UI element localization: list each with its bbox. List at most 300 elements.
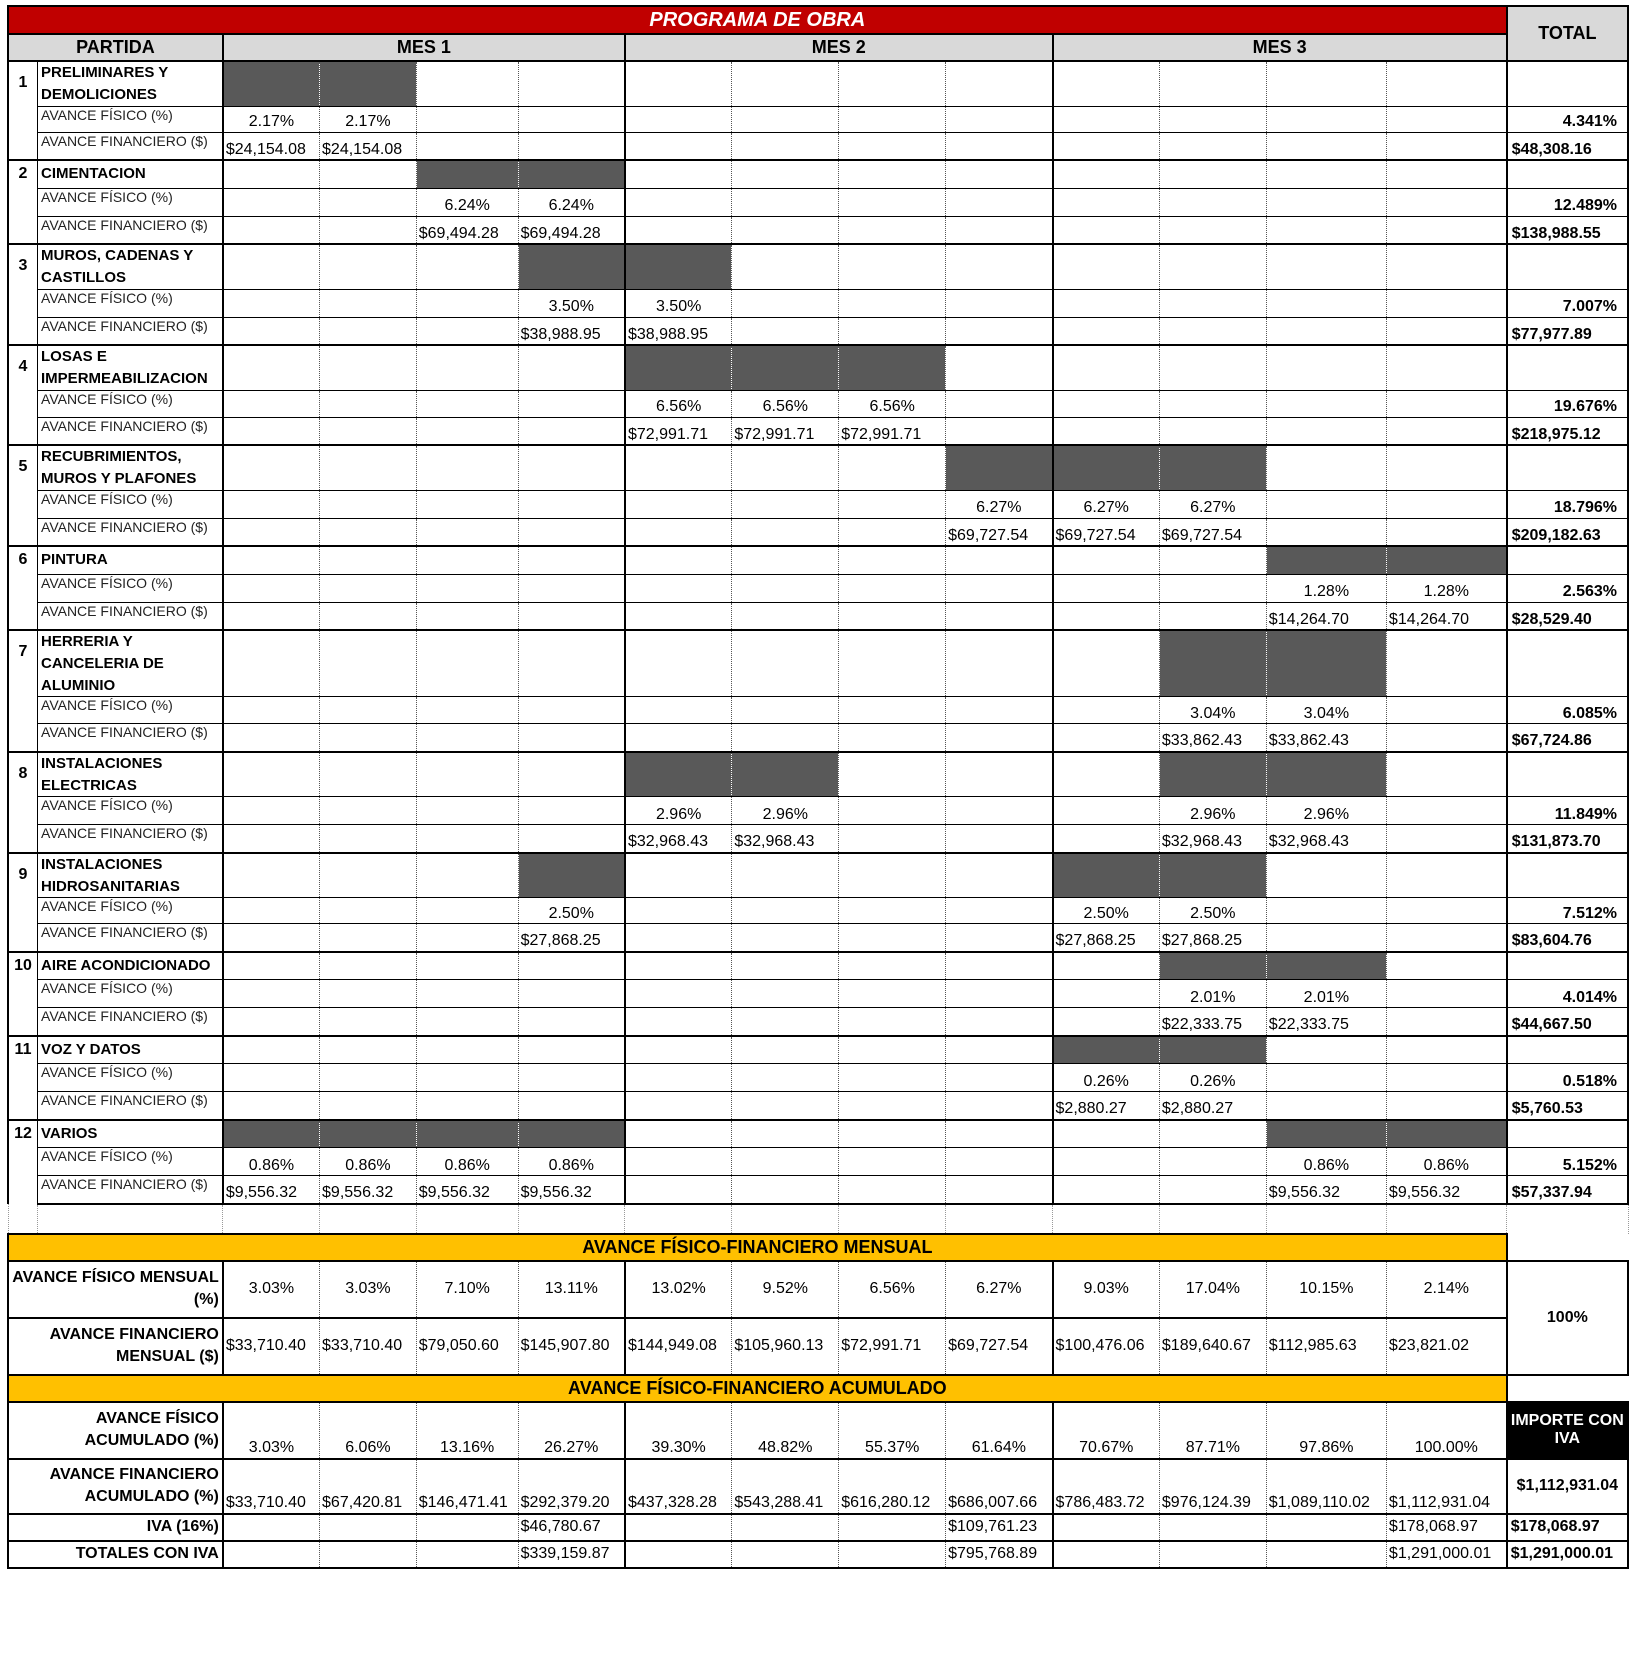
avance-fisico-value <box>223 188 320 216</box>
schedule-empty-cell <box>625 630 732 697</box>
mensual-financiero-value: $105,960.13 <box>732 1318 839 1375</box>
schedule-empty-cell <box>320 160 417 188</box>
avance-fisico-value <box>625 980 732 1008</box>
schedule-empty-cell <box>518 345 625 390</box>
programa-de-obra-sheet <box>7 5 1629 1653</box>
avance-fisico-value <box>946 697 1053 724</box>
avance-financiero-value: $38,988.95 <box>518 317 625 345</box>
schedule-empty-cell <box>518 952 625 980</box>
partida-name: VARIOS <box>38 1120 223 1148</box>
avance-financiero-value <box>839 602 946 630</box>
mensual-fisico-value: 7.10% <box>416 1261 518 1318</box>
schedule-empty-cell <box>839 546 946 574</box>
avance-financiero-value <box>946 1176 1053 1204</box>
avance-financiero-value <box>320 317 417 345</box>
avance-financiero-value <box>625 1176 732 1204</box>
schedule-empty-cell <box>839 61 946 106</box>
avance-fisico-value <box>1266 1064 1386 1092</box>
acumulado-financiero-value: $976,124.39 <box>1159 1459 1266 1514</box>
avance-fisico-row <box>8 289 1628 317</box>
avance-fisico-label: AVANCE FÍSICO (%) <box>38 797 223 825</box>
avance-fisico-value <box>625 1148 732 1176</box>
avance-fisico-value <box>518 390 625 417</box>
iva-value <box>416 1514 518 1541</box>
totales-con-iva-value: $795,768.89 <box>946 1541 1053 1568</box>
avance-financiero-label: AVANCE FINANCIERO ($) <box>38 924 223 952</box>
partida-name: RECUBRIMIENTOS, MUROS Y PLAFONES <box>38 445 223 490</box>
acumulado-financiero-label: AVANCE FINANCIERO ACUMULADO (%) <box>8 1459 223 1514</box>
avance-financiero-row <box>8 132 1628 160</box>
avance-financiero-value <box>223 1008 320 1036</box>
schedule-empty-cell <box>416 546 518 574</box>
avance-fisico-value <box>416 980 518 1008</box>
schedule-empty-cell <box>1386 1036 1506 1064</box>
mensual-fisico-value: 6.56% <box>839 1261 946 1318</box>
spacer-cell <box>839 1204 946 1234</box>
acumulado-fisico-value: 100.00% <box>1386 1402 1506 1459</box>
iva-total: $178,068.97 <box>1507 1514 1628 1541</box>
mensual-fisico-value: 3.03% <box>320 1261 417 1318</box>
avance-financiero-value <box>625 1008 732 1036</box>
avance-fisico-value <box>732 490 839 518</box>
partida-number: 10 <box>8 952 38 1036</box>
avance-financiero-value <box>839 1092 946 1120</box>
avance-financiero-value <box>732 924 839 952</box>
mensual-financiero-row <box>8 1318 1628 1375</box>
avance-financiero-value: $32,968.43 <box>732 825 839 853</box>
avance-financiero-value <box>320 924 417 952</box>
avance-fisico-value <box>1386 106 1506 132</box>
avance-fisico-label: AVANCE FÍSICO (%) <box>38 980 223 1008</box>
schedule-empty-cell <box>223 630 320 697</box>
acumulado-financiero-value: $543,288.41 <box>732 1459 839 1514</box>
avance-financiero-value: $69,494.28 <box>518 216 625 244</box>
schedule-empty-cell <box>320 1036 417 1064</box>
avance-financiero-label: AVANCE FINANCIERO ($) <box>38 1008 223 1036</box>
avance-financiero-value <box>1386 317 1506 345</box>
avance-financiero-value <box>1159 602 1266 630</box>
avance-financiero-value <box>946 1008 1053 1036</box>
avance-financiero-value <box>1053 1008 1160 1036</box>
total-financiero: $83,604.76 <box>1507 924 1628 952</box>
avance-fisico-value: 6.56% <box>839 390 946 417</box>
avance-financiero-value: $72,991.71 <box>839 417 946 445</box>
month-2-header: MES 2 <box>625 34 1053 61</box>
avance-financiero-value: $14,264.70 <box>1266 602 1386 630</box>
avance-financiero-label: AVANCE FINANCIERO ($) <box>38 317 223 345</box>
avance-fisico-value <box>1159 1148 1266 1176</box>
spacer-cell <box>416 1204 518 1234</box>
mensual-fisico-value: 3.03% <box>223 1261 320 1318</box>
avance-financiero-value <box>625 602 732 630</box>
schedule-empty-cell <box>839 752 946 797</box>
iva-row <box>8 1514 1628 1541</box>
avance-fisico-value <box>946 188 1053 216</box>
schedule-empty-cell <box>1053 752 1160 797</box>
avance-fisico-value <box>732 188 839 216</box>
avance-fisico-value <box>1053 289 1160 317</box>
avance-financiero-value <box>1266 1092 1386 1120</box>
schedule-empty-cell <box>1053 61 1160 106</box>
avance-fisico-label: AVANCE FÍSICO (%) <box>38 106 223 132</box>
avance-fisico-value <box>320 980 417 1008</box>
program-table <box>7 5 1629 1569</box>
avance-fisico-value: 1.28% <box>1386 574 1506 602</box>
iva-value <box>1266 1514 1386 1541</box>
acumulado-fisico-label: AVANCE FÍSICO ACUMULADO (%) <box>8 1402 223 1459</box>
total-blank-cell <box>1507 546 1628 574</box>
avance-fisico-value <box>625 898 732 924</box>
total-fisico: 6.085% <box>1507 697 1628 724</box>
avance-fisico-row <box>8 188 1628 216</box>
avance-financiero-label: AVANCE FINANCIERO ($) <box>38 132 223 160</box>
avance-financiero-value <box>416 825 518 853</box>
avance-financiero-value <box>1386 1008 1506 1036</box>
schedule-empty-cell <box>625 853 732 898</box>
avance-financiero-value: $27,868.25 <box>518 924 625 952</box>
acumulado-section-header: AVANCE FÍSICO-FINANCIERO ACUMULADO <box>8 1375 1507 1402</box>
avance-financiero-value: $9,556.32 <box>1266 1176 1386 1204</box>
avance-financiero-label: AVANCE FINANCIERO ($) <box>38 216 223 244</box>
schedule-bar-cell <box>1159 752 1266 797</box>
total-financiero: $218,975.12 <box>1507 417 1628 445</box>
avance-financiero-row <box>8 1176 1628 1204</box>
avance-fisico-value <box>518 697 625 724</box>
schedule-empty-cell <box>1266 345 1386 390</box>
acumulado-fisico-value: 61.64% <box>946 1402 1053 1459</box>
schedule-empty-cell <box>416 244 518 289</box>
avance-fisico-value <box>416 490 518 518</box>
iva-value: $46,780.67 <box>518 1514 625 1541</box>
avance-financiero-value <box>518 602 625 630</box>
avance-fisico-value <box>732 697 839 724</box>
avance-fisico-value: 3.04% <box>1266 697 1386 724</box>
schedule-empty-cell <box>416 952 518 980</box>
avance-fisico-value: 3.50% <box>518 289 625 317</box>
avance-fisico-value <box>1266 106 1386 132</box>
schedule-bar-cell <box>1266 630 1386 697</box>
schedule-bar-cell <box>1266 952 1386 980</box>
partida-row <box>8 630 1628 697</box>
schedule-empty-cell <box>1386 752 1506 797</box>
schedule-empty-cell <box>223 853 320 898</box>
totales-con-iva-value <box>223 1541 320 1568</box>
schedule-empty-cell <box>1053 952 1160 980</box>
avance-fisico-value <box>223 898 320 924</box>
schedule-empty-cell <box>1053 546 1160 574</box>
avance-fisico-row <box>8 697 1628 724</box>
partida-row <box>8 244 1628 289</box>
month-header-row <box>8 34 1628 61</box>
avance-fisico-value <box>1386 980 1506 1008</box>
mensual-financiero-value: $72,991.71 <box>839 1318 946 1375</box>
avance-financiero-value: $33,862.43 <box>1266 724 1386 752</box>
avance-fisico-value <box>518 797 625 825</box>
totales-con-iva-value <box>1266 1541 1386 1568</box>
avance-financiero-value: $72,991.71 <box>625 417 732 445</box>
spacer-cell <box>1266 1204 1386 1234</box>
partida-number: 5 <box>8 445 38 546</box>
totales-con-iva-row <box>8 1541 1628 1568</box>
spacer-cell <box>625 1204 732 1234</box>
schedule-empty-cell <box>320 952 417 980</box>
avance-financiero-value <box>1053 724 1160 752</box>
schedule-bar-cell <box>518 853 625 898</box>
avance-fisico-value: 2.50% <box>1159 898 1266 924</box>
avance-fisico-value <box>946 289 1053 317</box>
total-financiero: $28,529.40 <box>1507 602 1628 630</box>
partida-number: 6 <box>8 546 38 630</box>
avance-fisico-value: 6.27% <box>1053 490 1160 518</box>
avance-fisico-value <box>320 390 417 417</box>
avance-financiero-value <box>518 1092 625 1120</box>
avance-financiero-value <box>839 317 946 345</box>
avance-financiero-value <box>1266 518 1386 546</box>
avance-fisico-value: 2.96% <box>732 797 839 825</box>
avance-financiero-value <box>946 216 1053 244</box>
avance-financiero-value <box>732 1176 839 1204</box>
acumulado-fisico-row <box>8 1402 1628 1459</box>
avance-fisico-row <box>8 1064 1628 1092</box>
avance-financiero-value <box>223 924 320 952</box>
avance-financiero-value <box>1386 825 1506 853</box>
avance-financiero-value <box>416 132 518 160</box>
schedule-empty-cell <box>223 1036 320 1064</box>
avance-financiero-value <box>320 417 417 445</box>
avance-fisico-value <box>732 898 839 924</box>
acumulado-financiero-value: $1,112,931.04 <box>1386 1459 1506 1514</box>
avance-fisico-value <box>1053 390 1160 417</box>
total-blank-cell <box>1507 853 1628 898</box>
schedule-empty-cell <box>416 1036 518 1064</box>
avance-fisico-value <box>839 106 946 132</box>
avance-financiero-value <box>223 317 320 345</box>
schedule-empty-cell <box>1386 160 1506 188</box>
iva-value <box>1053 1514 1160 1541</box>
totales-con-iva-value <box>839 1541 946 1568</box>
schedule-empty-cell <box>518 61 625 106</box>
schedule-empty-cell <box>625 1036 732 1064</box>
totales-con-iva-total: $1,291,000.01 <box>1507 1541 1628 1568</box>
avance-financiero-row <box>8 924 1628 952</box>
schedule-empty-cell <box>320 853 417 898</box>
schedule-empty-cell <box>839 1036 946 1064</box>
mensual-financiero-value: $79,050.60 <box>416 1318 518 1375</box>
schedule-empty-cell <box>732 630 839 697</box>
avance-financiero-label: AVANCE FINANCIERO ($) <box>38 1092 223 1120</box>
schedule-empty-cell <box>732 160 839 188</box>
total-financiero: $48,308.16 <box>1507 132 1628 160</box>
spacer-cell <box>320 1204 417 1234</box>
schedule-empty-cell <box>732 952 839 980</box>
schedule-bar-cell <box>416 160 518 188</box>
avance-fisico-value <box>320 797 417 825</box>
totales-con-iva-value <box>416 1541 518 1568</box>
partida-number: 2 <box>8 160 38 244</box>
schedule-bar-cell <box>518 160 625 188</box>
schedule-empty-cell <box>518 630 625 697</box>
schedule-empty-cell <box>416 345 518 390</box>
avance-financiero-value <box>625 216 732 244</box>
avance-fisico-value <box>839 490 946 518</box>
avance-fisico-value <box>320 490 417 518</box>
schedule-bar-cell <box>223 61 320 106</box>
avance-fisico-value: 2.01% <box>1266 980 1386 1008</box>
schedule-empty-cell <box>518 1036 625 1064</box>
acumulado-fisico-value: 55.37% <box>839 1402 946 1459</box>
avance-financiero-row <box>8 317 1628 345</box>
avance-financiero-value: $33,862.43 <box>1159 724 1266 752</box>
avance-fisico-value <box>946 390 1053 417</box>
avance-financiero-value: $32,968.43 <box>1159 825 1266 853</box>
avance-fisico-value <box>223 697 320 724</box>
avance-financiero-value <box>946 417 1053 445</box>
total-financiero: $131,873.70 <box>1507 825 1628 853</box>
avance-fisico-value <box>1386 490 1506 518</box>
avance-financiero-value <box>1053 317 1160 345</box>
schedule-empty-cell <box>320 630 417 697</box>
avance-financiero-value <box>732 1008 839 1036</box>
partida-name: AIRE ACONDICIONADO <box>38 952 223 980</box>
avance-financiero-row <box>8 825 1628 853</box>
totales-con-iva-value <box>320 1541 417 1568</box>
schedule-bar-cell <box>732 345 839 390</box>
schedule-bar-cell <box>1159 952 1266 980</box>
avance-fisico-label: AVANCE FÍSICO (%) <box>38 289 223 317</box>
avance-financiero-value <box>223 216 320 244</box>
avance-financiero-value <box>625 1092 732 1120</box>
total-financiero: $44,667.50 <box>1507 1008 1628 1036</box>
schedule-empty-cell <box>320 752 417 797</box>
avance-financiero-value <box>946 317 1053 345</box>
avance-fisico-value <box>1266 898 1386 924</box>
schedule-empty-cell <box>416 445 518 490</box>
avance-fisico-value <box>625 574 732 602</box>
schedule-bar-cell <box>320 61 417 106</box>
total-fisico: 0.518% <box>1507 1064 1628 1092</box>
avance-fisico-value: 2.17% <box>320 106 417 132</box>
schedule-empty-cell <box>223 160 320 188</box>
mensual-fisico-value: 6.27% <box>946 1261 1053 1318</box>
schedule-empty-cell <box>1053 160 1160 188</box>
acumulado-financiero-value: $437,328.28 <box>625 1459 732 1514</box>
avance-fisico-value <box>625 697 732 724</box>
avance-fisico-value <box>839 797 946 825</box>
schedule-bar-cell <box>1386 1120 1506 1148</box>
avance-financiero-value <box>518 417 625 445</box>
avance-financiero-value <box>946 724 1053 752</box>
avance-financiero-value <box>223 825 320 853</box>
acumulado-fisico-value: 26.27% <box>518 1402 625 1459</box>
avance-financiero-value <box>1053 1176 1160 1204</box>
avance-financiero-value <box>1386 1092 1506 1120</box>
avance-financiero-value <box>320 518 417 546</box>
avance-financiero-value: $69,494.28 <box>416 216 518 244</box>
avance-fisico-value: 2.01% <box>1159 980 1266 1008</box>
avance-financiero-value: $69,727.54 <box>1159 518 1266 546</box>
avance-fisico-value: 0.86% <box>1266 1148 1386 1176</box>
avance-fisico-row <box>8 106 1628 132</box>
avance-financiero-value <box>223 417 320 445</box>
partida-number: 11 <box>8 1036 38 1120</box>
schedule-empty-cell <box>732 445 839 490</box>
mensual-financiero-value: $100,476.06 <box>1053 1318 1160 1375</box>
total-fisico: 12.489% <box>1507 188 1628 216</box>
avance-fisico-value <box>416 289 518 317</box>
total-fisico: 18.796% <box>1507 490 1628 518</box>
avance-financiero-value: $69,727.54 <box>1053 518 1160 546</box>
avance-fisico-value <box>416 106 518 132</box>
iva-value: $178,068.97 <box>1386 1514 1506 1541</box>
schedule-empty-cell <box>1266 160 1386 188</box>
avance-fisico-value: 0.86% <box>1386 1148 1506 1176</box>
importe-con-iva-label: IMPORTE CON IVA <box>1507 1402 1628 1459</box>
avance-fisico-value <box>732 1148 839 1176</box>
avance-fisico-row <box>8 574 1628 602</box>
total-fisico: 2.563% <box>1507 574 1628 602</box>
avance-fisico-value <box>223 980 320 1008</box>
acumulado-financiero-value: $1,089,110.02 <box>1266 1459 1386 1514</box>
schedule-bar-cell <box>1159 630 1266 697</box>
spacer-cell <box>1159 1204 1266 1234</box>
avance-financiero-value <box>416 417 518 445</box>
schedule-empty-cell <box>839 630 946 697</box>
schedule-empty-cell <box>946 546 1053 574</box>
avance-fisico-value <box>518 574 625 602</box>
totales-con-iva-value: $339,159.87 <box>518 1541 625 1568</box>
avance-fisico-value <box>223 390 320 417</box>
iva-value <box>839 1514 946 1541</box>
schedule-empty-cell <box>732 1036 839 1064</box>
acumulado-fisico-value: 97.86% <box>1266 1402 1386 1459</box>
partida-number: 1 <box>8 61 38 160</box>
schedule-bar-cell <box>732 752 839 797</box>
schedule-empty-cell <box>625 546 732 574</box>
avance-financiero-value: $32,968.43 <box>625 825 732 853</box>
avance-financiero-value <box>223 1092 320 1120</box>
avance-financiero-label: AVANCE FINANCIERO ($) <box>38 417 223 445</box>
avance-fisico-value <box>223 490 320 518</box>
avance-fisico-value: 2.96% <box>625 797 732 825</box>
avance-fisico-value <box>416 898 518 924</box>
avance-fisico-value <box>518 490 625 518</box>
avance-fisico-value <box>839 980 946 1008</box>
mensual-section-header: AVANCE FÍSICO-FINANCIERO MENSUAL <box>8 1234 1507 1261</box>
schedule-bar-cell <box>1266 1120 1386 1148</box>
avance-financiero-value: $24,154.08 <box>320 132 417 160</box>
avance-financiero-value <box>946 924 1053 952</box>
avance-fisico-value <box>416 390 518 417</box>
schedule-bar-cell <box>625 345 732 390</box>
avance-financiero-value <box>839 924 946 952</box>
schedule-bar-cell <box>1053 853 1160 898</box>
schedule-bar-cell <box>946 445 1053 490</box>
avance-fisico-value: 6.56% <box>625 390 732 417</box>
mensual-fisico-value: 9.52% <box>732 1261 839 1318</box>
partida-number: 9 <box>8 853 38 952</box>
acumulado-financiero-value: $786,483.72 <box>1053 1459 1160 1514</box>
avance-fisico-value <box>1053 697 1160 724</box>
iva-value <box>732 1514 839 1541</box>
avance-financiero-value <box>732 518 839 546</box>
total-fisico: 4.014% <box>1507 980 1628 1008</box>
totales-con-iva-value <box>1053 1541 1160 1568</box>
importe-con-iva-total: $1,112,931.04 <box>1507 1459 1628 1514</box>
avance-fisico-row <box>8 797 1628 825</box>
avance-fisico-value <box>625 106 732 132</box>
schedule-empty-cell <box>1386 244 1506 289</box>
schedule-empty-cell <box>732 244 839 289</box>
